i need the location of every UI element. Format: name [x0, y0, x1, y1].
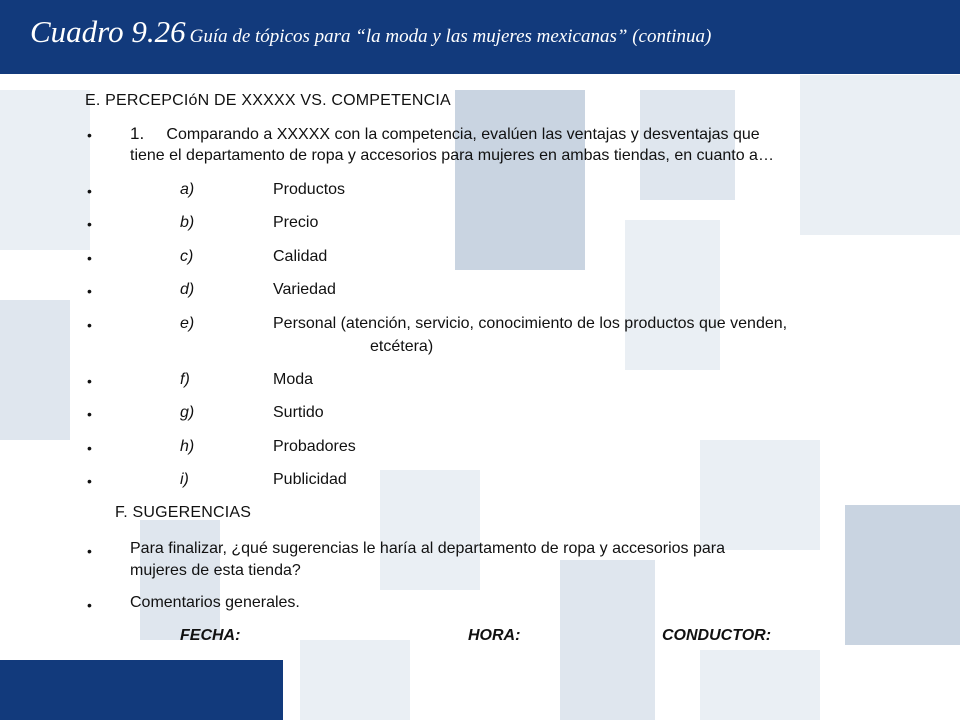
bullet: •	[87, 373, 92, 389]
item-text: Surtido	[273, 404, 324, 421]
item-letter: b)	[180, 214, 195, 231]
suggestion-line1: Para finalizar, ¿qué sugerencias le haría al departamento de ropa y accesorios para	[130, 540, 726, 557]
item-text: Precio	[273, 214, 319, 231]
item-text: Personal (atención, servicio, conocimiento de los productos que venden,	[273, 315, 788, 332]
bullet: •	[87, 317, 92, 333]
item-letter: d)	[180, 281, 195, 298]
question-1	[130, 124, 760, 144]
item-text: Probadores	[273, 438, 356, 455]
suggestion-line2: mujeres de esta tienda?	[130, 562, 301, 579]
item-letter: f)	[180, 371, 190, 388]
bullet: •	[87, 473, 92, 489]
item-letter: c)	[180, 248, 194, 265]
title-subtitle: Guía de tópicos para “la moda y las mujeres mexicanas” (continua)	[189, 26, 712, 47]
item-letter: i)	[180, 471, 189, 488]
bullet: •	[87, 440, 92, 456]
item-text: Productos	[273, 181, 346, 198]
item-text: Publicidad	[273, 471, 347, 488]
item-text-continued: etcétera)	[370, 338, 434, 355]
section-f-heading: F. SUGERENCIAS	[115, 504, 252, 521]
item-letter: a)	[180, 181, 195, 198]
bullet: •	[87, 250, 92, 266]
item-letter: g)	[180, 404, 195, 421]
bullet: •	[87, 597, 92, 613]
conductor-label: CONDUCTOR:	[662, 627, 772, 644]
general-comments: Comentarios generales.	[130, 594, 300, 611]
bullet: •	[87, 283, 92, 299]
item-letter: h)	[180, 438, 195, 455]
title-main: Cuadro 9.26	[30, 14, 186, 49]
question-text-line2: tiene el departamento de ropa y accesorios para mujeres en ambas tiendas, en cuanto a…	[130, 147, 774, 164]
item-text: Calidad	[273, 248, 328, 265]
item-text: Moda	[273, 371, 314, 388]
bullet: •	[87, 127, 92, 143]
question-number: 1.	[130, 124, 145, 143]
fecha-label: FECHA:	[180, 627, 241, 644]
item-letter: e)	[180, 315, 195, 332]
bullet: •	[87, 406, 92, 422]
section-e-heading: E. PERCEPCIóN DE XXXXX VS. COMPETENCIA	[85, 92, 451, 109]
bullet: •	[87, 216, 92, 232]
hora-label: HORA:	[468, 627, 521, 644]
question-text-line1: Comparando a XXXXX con la competencia, evalúen las ventajas y desventajas que	[166, 126, 760, 143]
bullet: •	[87, 543, 92, 559]
item-text: Variedad	[273, 281, 336, 298]
bullet: •	[87, 183, 92, 199]
